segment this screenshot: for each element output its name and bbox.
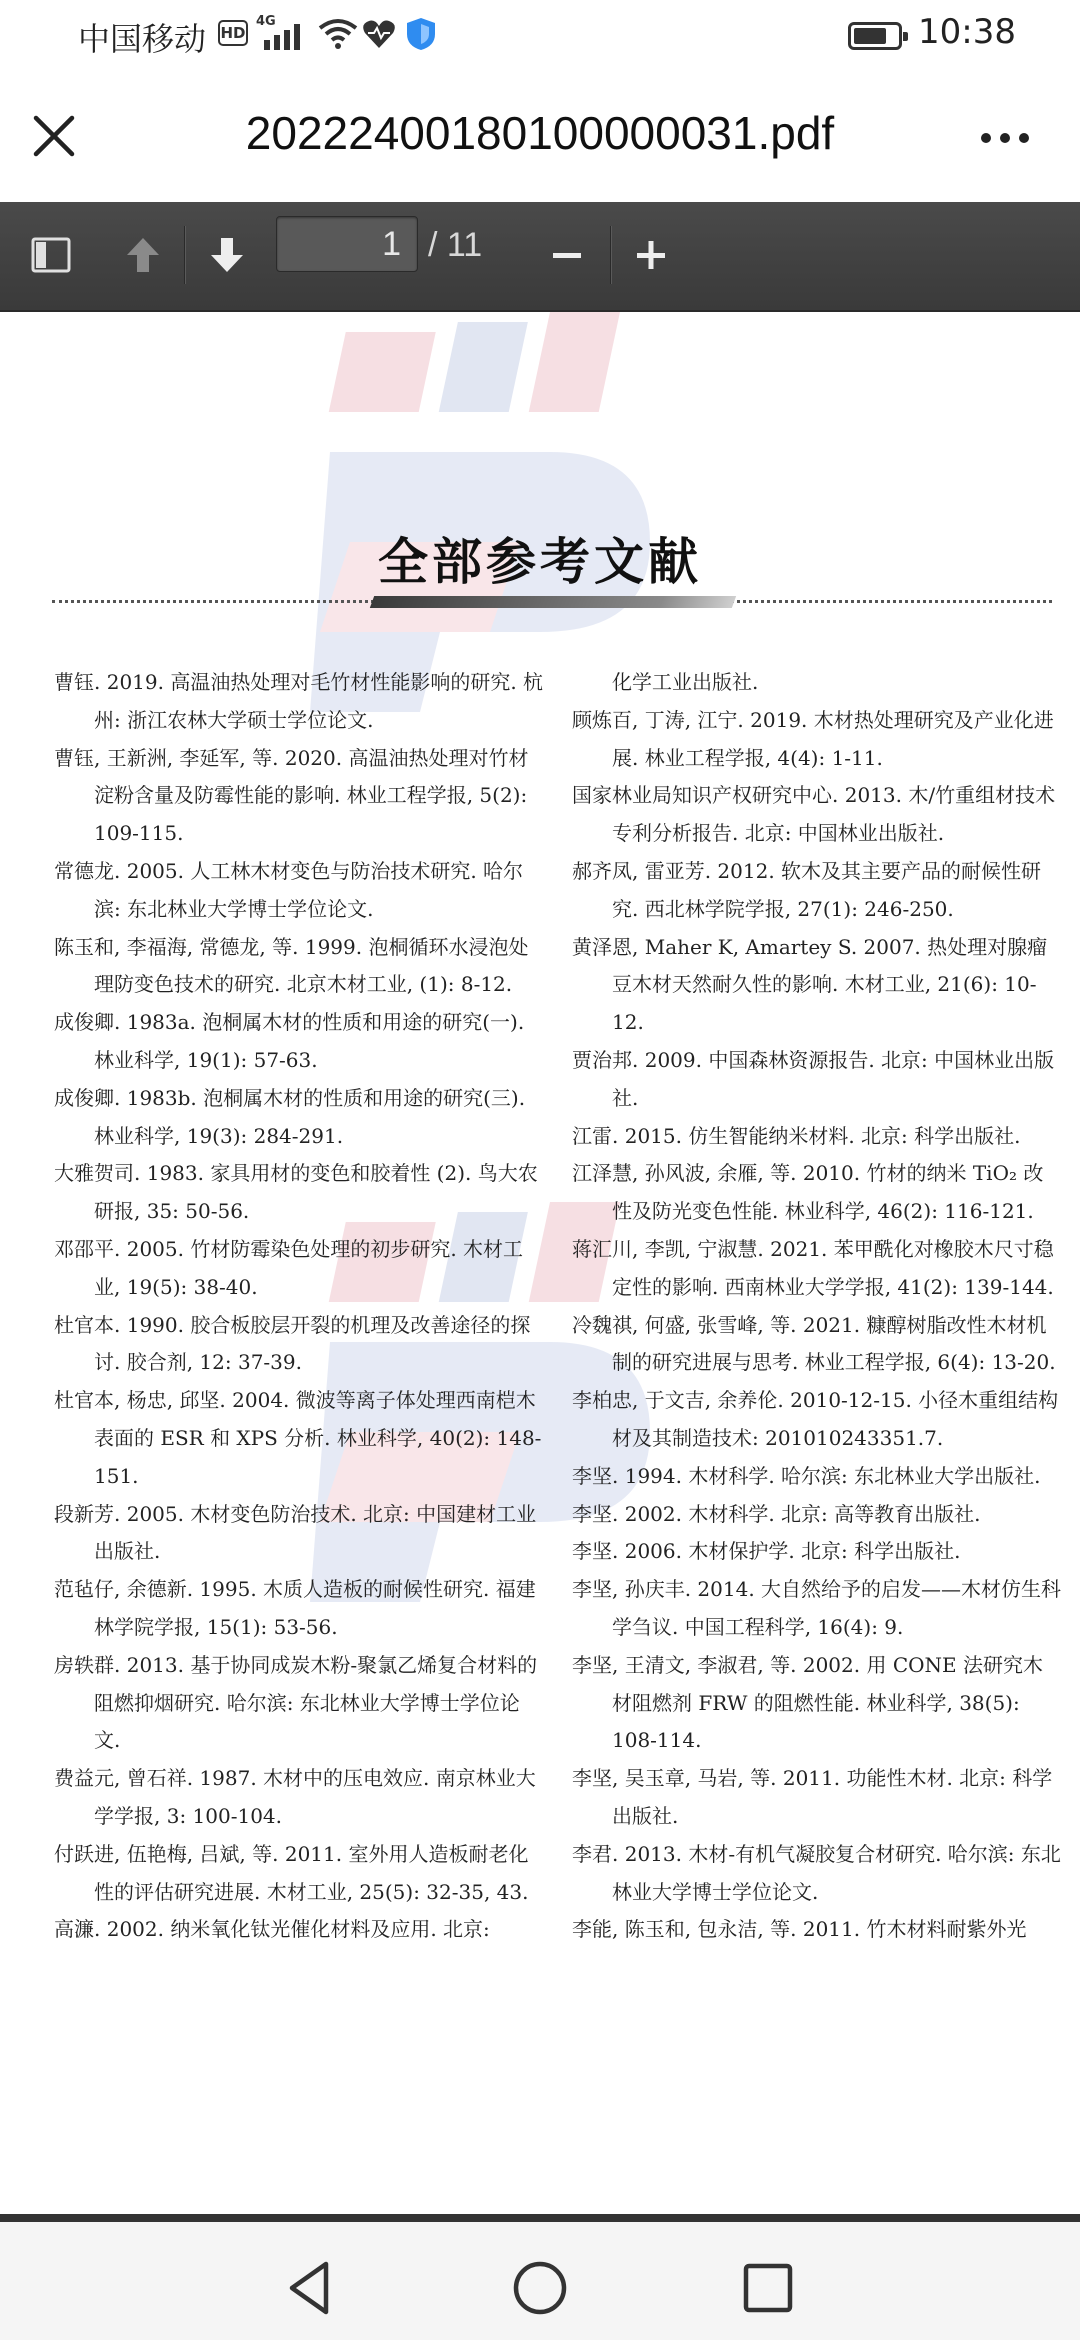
system-nav-bar xyxy=(0,2214,1080,2340)
reference-entry: 段新芳. 2005. 木材变色防治技术. 北京: 中国建材工业出版社. xyxy=(54,1501,537,1564)
carrier-name: 中国移动 xyxy=(78,20,207,58)
wifi-icon xyxy=(318,18,358,50)
status-bar xyxy=(0,0,1080,70)
clock: 10:38 xyxy=(918,12,1016,52)
reference-entry: 费益元, 曾石祥. 1987. 木材中的压电效应. 南京林业大学学报, 3: 100-104. xyxy=(54,1766,536,1828)
references-right-column xyxy=(572,664,1062,1949)
more-options-button[interactable] xyxy=(970,110,1040,166)
health-icon xyxy=(362,18,396,50)
page-number-input[interactable]: 1 xyxy=(276,216,418,272)
page-heading: 全部参考文献 xyxy=(378,532,702,591)
close-icon[interactable] xyxy=(24,106,84,166)
reference-entry: 房轶群. 2013. 基于协同成炭木粉-聚氯乙烯复合材料的阻燃抑烟研究. 哈尔滨: 东北林业大学博士学位论文. xyxy=(54,1652,538,1753)
reference-entry: 李柏忠, 于文吉, 余养伦. 2010-12-15. 小径木重组结构材及其制造技术: 201010243351.7. xyxy=(572,1388,1059,1450)
reference-entry: 李能, 陈玉和, 包永洁, 等. 2011. 竹木材料耐紫外光 xyxy=(572,1917,1027,1942)
network-type: 4G xyxy=(256,14,276,29)
reference-entry: 成俊卿. 1983a. 泡桐属木材的性质和用途的研究(一). 林业科学, 19(1): 57-63. xyxy=(54,1010,525,1072)
reference-entry: 杜官本. 1990. 胶合板胶层开裂的机理及改善途径的探讨. 胶合剂, 12: 37-39. xyxy=(54,1312,531,1375)
page-total: / 11 xyxy=(428,226,483,264)
zoom-out-button[interactable] xyxy=(536,224,598,286)
battery-icon xyxy=(848,22,902,50)
watermark-logo xyxy=(290,312,790,712)
reference-entry: 李君. 2013. 木材-有机气凝胶复合材研究. 哈尔滨: 东北林业大学博士学位论文. xyxy=(572,1841,1061,1904)
reference-entry: 杜官本, 杨忠, 邱坚. 2004. 微波等离子体处理西南桤木表面的 ESR 和 XPS 分析. 林业科学, 40(2): 148-151. xyxy=(54,1388,542,1488)
plus-icon xyxy=(633,237,669,273)
heading-underline xyxy=(370,596,736,608)
reference-entry: 李坚, 王清文, 李淑君, 等. 2002. 用 CONE 法研究木材阻燃剂 FRW 的阻燃性能. 林业科学, 38(5): 108-114. xyxy=(572,1652,1043,1753)
minus-icon xyxy=(549,237,585,273)
reference-entry: 常德龙. 2005. 人工林木材变色与防治技术研究. 哈尔滨: 东北林业大学博士学位论文. xyxy=(54,858,524,921)
signal-icon xyxy=(262,22,310,50)
reference-entry: 曹钰. 2019. 高温油热处理对毛竹材性能影响的研究. 杭州: 浙江农林大学硕士学位论文. xyxy=(54,670,544,732)
reference-entry: 李坚, 吴玉章, 马岩, 等. 2011. 功能性木材. 北京: 科学出版社. xyxy=(572,1766,1053,1828)
more-dot-icon xyxy=(981,133,991,143)
previous-page-button[interactable] xyxy=(112,224,174,286)
pdf-toolbar xyxy=(0,202,1080,312)
reference-entry: 陈玉和, 李福海, 常德龙, 等. 1999. 泡桐循环水浸泡处理防变色技术的研究. 北京木材工业, (1): 8-12. xyxy=(54,934,529,997)
reference-entry: 江雷. 2015. 仿生智能纳米材料. 北京: 科学出版社. xyxy=(572,1123,1021,1148)
reference-entry: 冷魏祺, 何盛, 张雪峰, 等. 2021. 糠醇树脂改性木材机制的研究进展与思考. 林业工程学报, 6(4): 13-20. xyxy=(572,1312,1056,1375)
reference-entry: 李坚, 孙庆丰. 2014. 大自然给予的启发——木材仿生科学刍议. 中国工程科学, 16(4): 9. xyxy=(572,1577,1062,1639)
reference-entry: 成俊卿. 1983b. 泡桐属木材的性质和用途的研究(三). 林业科学, 19(3): 284-291. xyxy=(54,1085,526,1148)
zoom-in-button[interactable] xyxy=(620,224,682,286)
reference-entry: 邓邵平. 2005. 竹材防霉染色处理的初步研究. 木材工业, 19(5): 38-40. xyxy=(54,1236,524,1299)
arrow-down-icon xyxy=(207,235,247,275)
reference-entry: 郝齐凤, 雷亚芳. 2012. 软木及其主要产品的耐候性研究. 西北林学院学报, 27(1): 246-250. xyxy=(572,858,1042,921)
reference-entry: 范毡仔, 余德新. 1995. 木质人造板的耐候性研究. 福建林学院学报, 15(1): 53-56. xyxy=(54,1577,536,1639)
next-page-button[interactable] xyxy=(196,224,258,286)
reference-entry: 李坚. 2006. 木材保护学. 北京: 科学出版社. xyxy=(572,1539,961,1564)
reference-entry: 江泽慧, 孙风波, 余雁, 等. 2010. 竹材的纳米 TiO₂ 改性及防光变色性能. 林业科学, 46(2): 116-121. xyxy=(572,1161,1044,1224)
sidebar-toggle-button[interactable] xyxy=(20,224,82,286)
reference-entry: 高濂. 2002. 纳米氧化钛光催化材料及应用. 北京: xyxy=(54,1917,490,1942)
more-dot-icon xyxy=(1019,133,1029,143)
document-title: 20222400180100000031.pdf xyxy=(245,107,835,159)
reference-entry: 黄泽恩, Maher K, Amartey S. 2007. 热处理对腺瘤豆木材天然耐久性的影响. 木材工业, 21(6): 10-12. xyxy=(572,934,1048,1035)
more-dot-icon xyxy=(1000,133,1010,143)
reference-entry: 李坚. 2002. 木材科学. 北京: 高等教育出版社. xyxy=(572,1501,981,1526)
shield-icon xyxy=(405,16,437,52)
home-icon[interactable] xyxy=(508,2256,572,2320)
reference-entry: 李坚. 1994. 木材科学. 哈尔滨: 东北林业大学出版社. xyxy=(572,1463,1041,1488)
reference-entry: 曹钰, 王新洲, 李延军, 等. 2020. 高温油热处理对竹材淀粉含量及防霉性能的影响. 林业工程学报, 5(2): 109-115. xyxy=(54,745,529,846)
reference-entry: 付跃进, 伍艳梅, 吕斌, 等. 2011. 室外用人造板耐老化性的评估研究进展. 木材工业, 25(5): 32-35, 43. xyxy=(54,1841,529,1904)
sidebar-toggle-icon xyxy=(31,237,71,273)
back-icon[interactable] xyxy=(278,2256,342,2320)
reference-entry: 大雅贺司. 1983. 家具用材的变色和胶着性 (2). 鸟大农研报, 35: 50-56. xyxy=(54,1161,538,1224)
title-bar xyxy=(0,70,1080,202)
reference-entry: 贾治邦. 2009. 中国森林资源报告. 北京: 中国林业出版社. xyxy=(572,1047,1055,1110)
hd-badge: HD xyxy=(218,20,248,46)
reference-entry: 国家林业局知识产权研究中心. 2013. 木/竹重组材技术专利分析报告. 北京: 中国林业出版社. xyxy=(572,783,1056,846)
arrow-up-icon xyxy=(123,235,163,275)
references-left-column xyxy=(54,664,544,1949)
pdf-page[interactable] xyxy=(0,312,1080,2212)
reference-entry: 顾炼百, 丁涛, 江宁. 2019. 木材热处理研究及产业化进展. 林业工程学报, 4(4): 1-11. xyxy=(572,707,1054,770)
recent-apps-icon[interactable] xyxy=(736,2256,800,2320)
reference-entry: 蒋汇川, 李凯, 宁淑慧. 2021. 苯甲酰化对橡胶木尺寸稳定性的影响. 西南林业大学学报, 41(2): 139-144. xyxy=(572,1236,1054,1299)
reference-continuation: 化学工业出版社. xyxy=(612,670,759,694)
